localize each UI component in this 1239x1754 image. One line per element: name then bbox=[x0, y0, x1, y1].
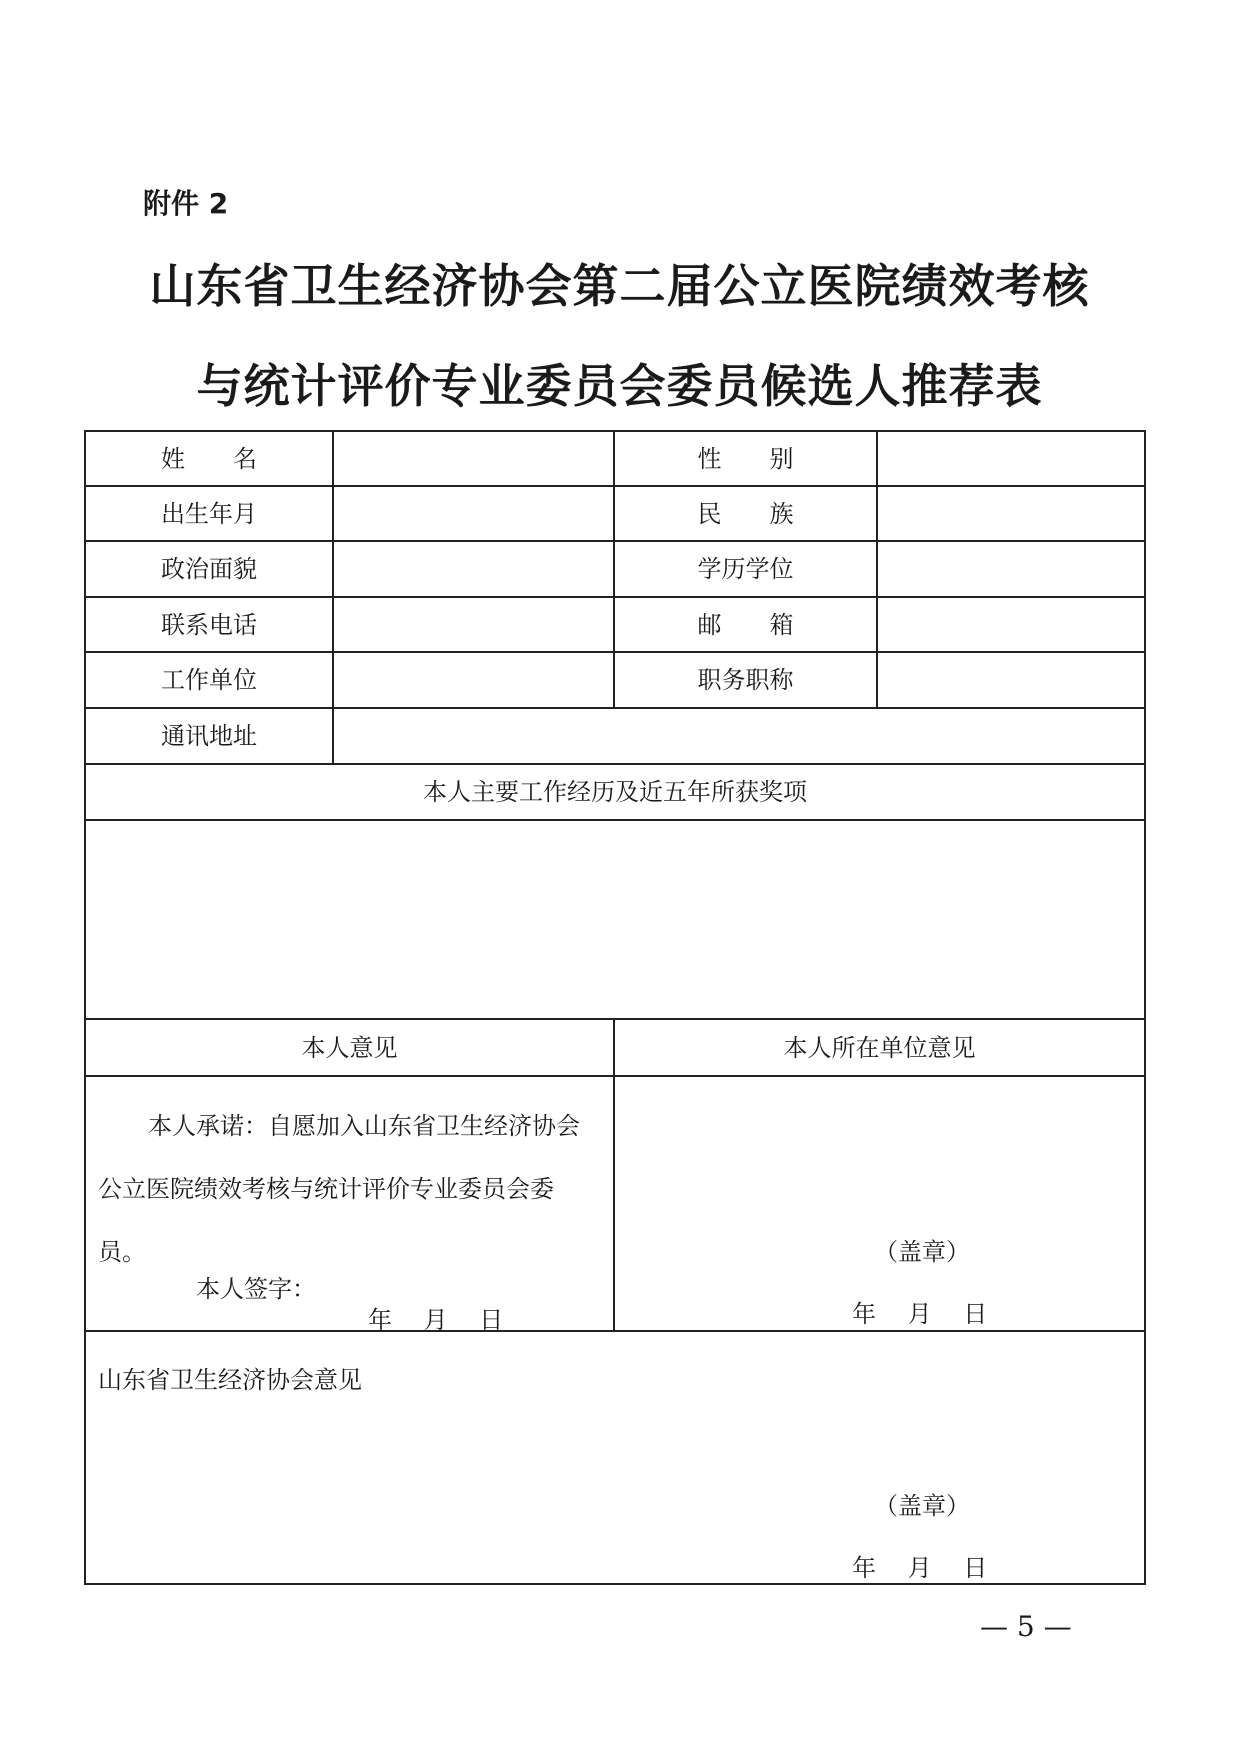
input-birth[interactable] bbox=[333, 486, 614, 541]
label-email: 邮 箱 bbox=[697, 610, 794, 639]
label-gender: 性 别 bbox=[697, 444, 794, 473]
self-opinion-date: 年 月 日 bbox=[368, 1306, 504, 1334]
input-email[interactable] bbox=[877, 597, 1145, 652]
label-name: 姓 名 bbox=[161, 444, 257, 473]
label-phone: 联系电话 bbox=[161, 610, 257, 639]
input-workplace[interactable] bbox=[333, 652, 614, 708]
input-education[interactable] bbox=[877, 541, 1145, 597]
input-name[interactable] bbox=[333, 431, 614, 486]
pledge-line2: 公立医院绩效考核与统计评价专业委员会委 bbox=[98, 1175, 554, 1203]
input-address[interactable] bbox=[333, 708, 1145, 764]
input-ethnicity[interactable] bbox=[877, 486, 1145, 541]
label-birth: 出生年月 bbox=[161, 499, 257, 528]
input-gender[interactable] bbox=[877, 431, 1145, 486]
annex-label: 附件 2 bbox=[143, 187, 229, 220]
input-phone[interactable] bbox=[333, 597, 614, 652]
experience-header: 本人主要工作经历及近五年所获奖项 bbox=[423, 778, 807, 806]
page-number: — 5 — bbox=[980, 1610, 1072, 1643]
association-seal-label: （盖章） bbox=[874, 1492, 970, 1520]
association-opinion-label: 山东省卫生经济协会意见 bbox=[98, 1366, 362, 1394]
form-title-line2: 与统计评价专业委员会委员候选人推荐表 bbox=[196, 359, 1043, 413]
signature-label: 本人签字： bbox=[196, 1275, 316, 1303]
unit-opinion-date: 年 月 日 bbox=[852, 1300, 988, 1328]
form-title-line1: 山东省卫生经济协会第二届公立医院绩效考核 bbox=[149, 259, 1090, 313]
label-position: 职务职称 bbox=[697, 666, 794, 694]
label-education: 学历学位 bbox=[697, 555, 794, 583]
unit-opinion-header: 本人所在单位意见 bbox=[783, 1033, 976, 1062]
unit-seal-label: （盖章） bbox=[874, 1238, 970, 1266]
pledge-line3: 员。 bbox=[98, 1238, 146, 1266]
association-opinion-date: 年 月 日 bbox=[852, 1554, 988, 1582]
input-politics[interactable] bbox=[333, 541, 614, 597]
label-address: 通讯地址 bbox=[161, 722, 257, 750]
label-ethnicity: 民 族 bbox=[697, 499, 794, 528]
input-position[interactable] bbox=[877, 652, 1145, 708]
experience-textarea[interactable] bbox=[85, 820, 1145, 1019]
self-opinion-header: 本人意见 bbox=[301, 1033, 398, 1062]
pledge-line1: 本人承诺：自愿加入山东省卫生经济协会 bbox=[148, 1112, 580, 1140]
label-politics: 政治面貌 bbox=[161, 555, 257, 583]
label-workplace: 工作单位 bbox=[161, 666, 257, 694]
